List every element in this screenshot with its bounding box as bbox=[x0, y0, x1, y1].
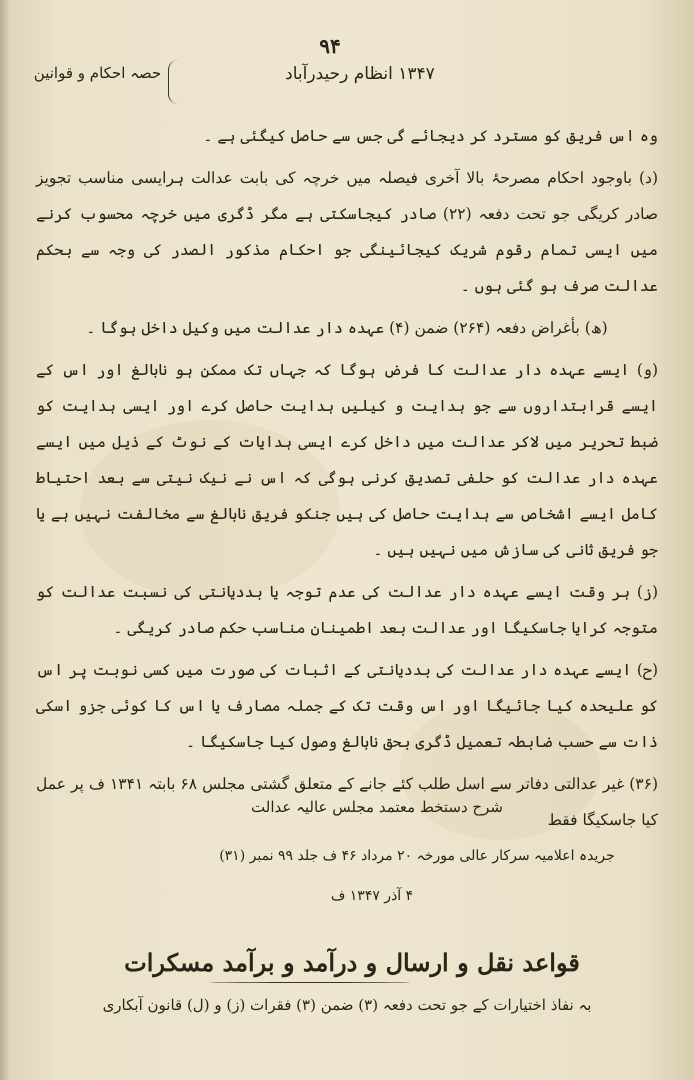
section-subheading: بہ نفاذ اختیارات کے جو تحت دفعہ (۳) ضمن (۳) فقرات (ز) و (ل) قانون آبکاری bbox=[102, 996, 592, 1014]
section-heading: قواعد نقل و ارسال و درآمد و برآمد مسکرات bbox=[124, 948, 580, 977]
paragraph: (ح) ایسے عہدہ دار عدالت کی بددیانتی کے اثبات کی صورت میں کسی نوبت پر اس کو علیحدہ کیا جائیگا اور اس وقت تک کے جملہ مصارف یا اس کا کوئی جزو اسکی ذات سے حسب ضابطہ تعمیل ڈگری بحق نابالغ وصول کیا جاسکیگا ۔ bbox=[36, 661, 658, 751]
gazette-reference: جریدہ اعلامیہ سرکار عالی مورخہ ۲۰ مرداد ۴۶ ف جلد ۹۹ نمبر (۳۱) bbox=[219, 848, 615, 864]
signature-line: شرح دستخط معتمد مجلس عالیہ عدالت bbox=[251, 798, 503, 816]
section-label: حصہ احکام و قوانین bbox=[33, 64, 162, 82]
paragraph: (و) ایسے عہدہ دار عدالت کا فرض ہوگا کہ جہاں تک ممکن ہو نابالغ اور اس کے ایسے قرابتداروں سے جو ہدایت و کیلیں ہدایت حاصل کرے اور ایسی ہدایت کو ضبط تحریر میں لاکر عدالت میں داخل کرے ایسی ہدایات کے نوٹ کے ذیل میں ایسے عہدہ دار عدالت کو حلفی تصدیق کرنی ہوگی کہ اس نے نیک نیتی سے بعد احتیاط کامل ایسے اشخاص سے ہدایت حاصل کی ہیں جنکو فریق نابالغ سے مخالفت نہیں ہے یا جو فریق ثانی کی سازش میں نہیں ہیں ۔ bbox=[36, 361, 658, 559]
paragraph: (ھ) بأغراض دفعہ (۲۶۴) ضمن (۴) عہدہ دار عدالت میں وکیل داخل ہوگا ۔ bbox=[86, 319, 608, 337]
bracket-mark bbox=[168, 60, 181, 104]
page-header bbox=[0, 34, 694, 104]
signature-date: ۴ آذر ۱۳۴۷ ف bbox=[330, 888, 414, 904]
paragraph: (د) باوجود احکام مصرحۂ بالا آخری فیصلہ میں خرچہ کی بابت عدالت ہرایسی مناسب تجویز صادر کریگی جو تحت دفعہ (۲۲) صادر کیجاسکتی ہے مگر ڈگری میں خرچہ محسوب کرنے میں ایسی تمام رقوم شریک کیجائینگی جو احکام مذکور الصدر کی وجہ سے بحکم عدالت صرف ہو گئی ہوں ۔ bbox=[36, 169, 658, 295]
running-title: ۱۳۴۷ انظام رحیدرآباد bbox=[285, 64, 435, 84]
page-number: ۹۴ bbox=[319, 34, 341, 58]
page-edge-shadow bbox=[0, 0, 10, 1080]
paragraph: (ز) ہر وقت ایسے عہدہ دار عدالت کی عدم توجہ یا بددیانتی کی نسبت عدالت کو متوجہ کرایا جاسکیگا اور عدالت بعد اطمینان مناسب حکم صادر کریگی ۔ bbox=[36, 583, 658, 637]
paragraph: وہ اس فریق کو مسترد کر دیجائے گی جس سے حاصل کیگئی ہے ۔ bbox=[203, 127, 658, 145]
heading-underline bbox=[210, 982, 410, 983]
body-text bbox=[36, 118, 658, 844]
paragraph: (۳۶) غیر عدالتی دفاتر سے اسل طلب کئے جانے کے متعلق گشتی مجلس ۶۸ بابتہ ۱۳۴۱ ف پر عمل کیا جاسکیگا فقط bbox=[36, 775, 658, 829]
